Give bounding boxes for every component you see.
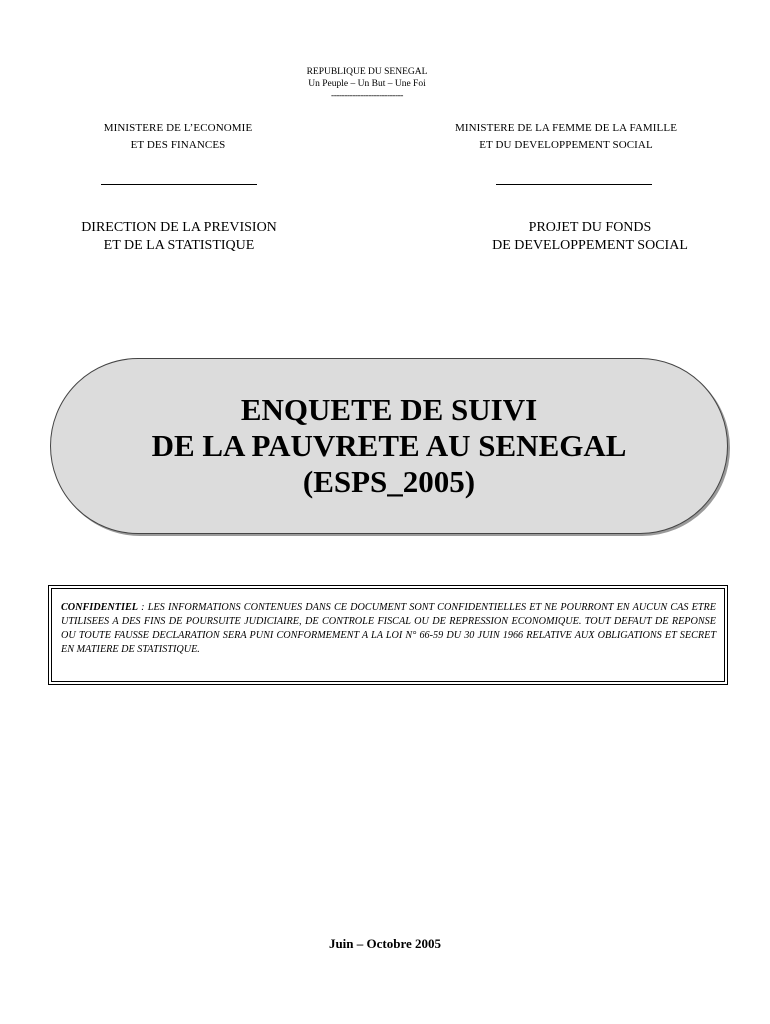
survey-title-box <box>50 358 728 534</box>
confidentiality-notice <box>48 585 728 685</box>
right-divider <box>496 184 652 185</box>
left-ministry-line2: ET DES FINANCES <box>130 139 226 151</box>
right-ministry-line1: MINISTERE DE LA FEMME DE LA FAMILLE <box>454 122 678 134</box>
confidential-label: CONFIDENTIEL <box>61 602 138 613</box>
confidentiality-text-box <box>51 588 725 682</box>
left-direction-line2: ET DE LA STATISTIQUE <box>103 238 255 253</box>
left-direction <box>40 219 318 255</box>
right-direction-line1: PROJET DU FONDS <box>528 220 652 235</box>
right-direction-line2: DE DEVELOPPEMENT SOCIAL <box>492 238 688 253</box>
title-line1: ENQUETE DE SUIVI <box>240 392 538 427</box>
national-motto: Un Peuple – Un But – Une Foi <box>308 79 426 89</box>
left-ministry <box>56 120 300 154</box>
survey-period: Juin – Octobre 2005 <box>328 936 442 951</box>
left-divider <box>101 184 257 185</box>
header-block <box>0 66 734 102</box>
left-ministry-line1: MINISTERE DE L’ECONOMIE <box>103 122 253 134</box>
right-ministry-line2: ET DU DEVELOPPEMENT SOCIAL <box>479 139 653 151</box>
header-separator: --------------------------- <box>331 91 403 101</box>
country-name: REPUBLIQUE DU SENEGAL <box>306 67 428 77</box>
title-line3: (ESPS_2005) <box>302 464 476 499</box>
confidential-text: : LES INFORMATIONS CONTENUES DANS CE DOCUMENT SONT CONFIDENTIELLES ET NE POURRONT EN AUCUN CAS ETRE UTILISEES A DES FINS DE POURSUITE JUDICIAIRE, DE CONTROLE FISCAL OU DE REPRESSION ECONOMIQUE. TOUT DEFAUT DE REPONSE OU TOUTE FAUSSE DECLARATION SERA PUNI CONFORMEMENT A LA LOI N° 66-59 DU 30 JUIN 1966 RELATIVE AUX OBLIGATIONS ET SECRET EN MATIERE DE STATISTIQUE. <box>61 602 716 655</box>
right-direction <box>452 219 728 255</box>
title-line2: DE LA PAUVRETE AU SENEGAL <box>151 428 627 463</box>
left-direction-line1: DIRECTION DE LA PREVISION <box>81 220 277 235</box>
right-ministry <box>430 120 702 154</box>
